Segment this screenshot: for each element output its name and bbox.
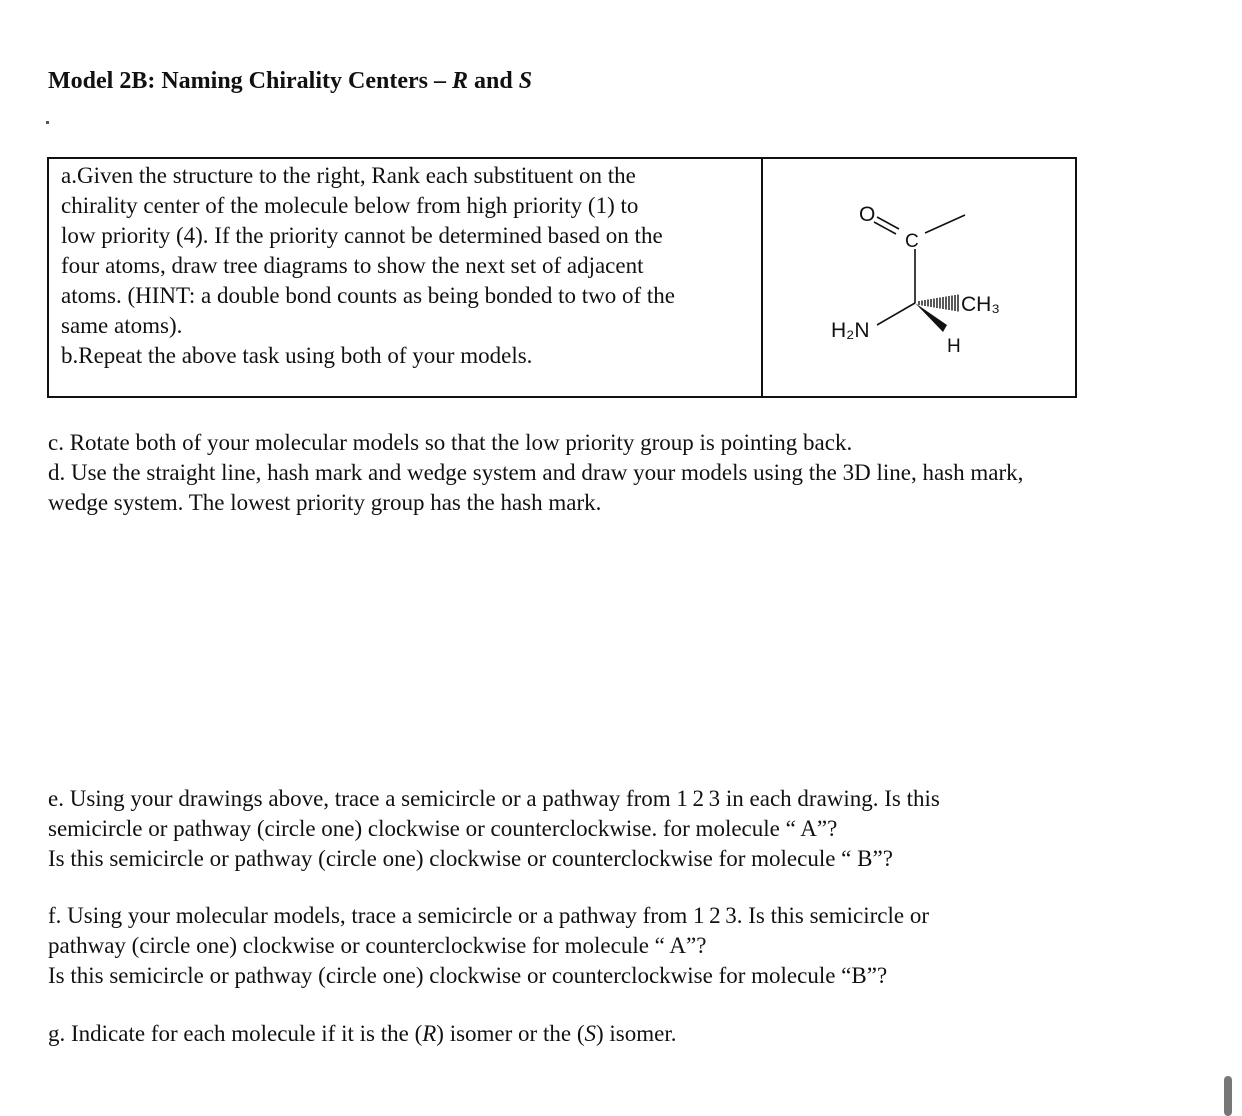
question-a-line-4: four atoms, draw tree diagrams to show the next set of adjacent — [61, 253, 644, 278]
atom-ch3: CH₃ — [961, 293, 1000, 316]
question-a-line-2: chirality center of the molecule below from high priority (1) to — [61, 193, 639, 218]
question-g-text — [48, 1019, 676, 1049]
question-box — [47, 157, 1077, 398]
bond-co-2 — [874, 222, 896, 234]
question-d-line-1: d. Use the straight line, hash mark and wedge system and draw your models using the 3D line, hash mark, — [48, 460, 1024, 485]
title-prefix: Model 2B: Naming Chirality Centers – — [48, 68, 452, 94]
hash-bond-ch3 — [919, 295, 958, 312]
atom-n: H₂N — [831, 319, 870, 342]
atom-h: H — [947, 336, 961, 357]
question-ab-text — [61, 161, 761, 371]
wedge-bond-h — [915, 303, 947, 332]
bond-c-methyl — [925, 215, 965, 233]
g-s: S — [584, 1021, 596, 1046]
page-title — [48, 68, 532, 95]
g-r: R — [422, 1021, 437, 1046]
question-a-line-6: same atoms). — [61, 313, 183, 338]
question-e-line-2: semicircle or pathway (circle one) clockwise or counterclockwise. for molecule “ A”? — [48, 816, 838, 841]
question-g — [48, 1019, 676, 1049]
box-divider — [761, 159, 763, 396]
question-f-line-2: pathway (circle one) clockwise or counterclockwise for molecule “ A”? — [48, 933, 707, 958]
title-and: and — [467, 68, 519, 94]
title-r: R — [451, 68, 468, 94]
g-mid: ) isomer or the ( — [436, 1021, 585, 1046]
atom-o: O — [859, 203, 876, 226]
question-e — [48, 784, 940, 874]
question-f-line-1: f. Using your molecular models, trace a semicircle or a pathway from 1 2 3. Is this semicircle or — [48, 903, 930, 928]
molecule-structure — [779, 175, 1069, 385]
question-f-line-3: Is this semicircle or pathway (circle one) clockwise or counterclockwise for molecule “B”? — [48, 963, 888, 988]
question-c: c. Rotate both of your molecular models so that the low priority group is pointing back. — [48, 430, 853, 455]
question-cd — [48, 428, 1023, 518]
question-a-line-1: a.Given the structure to the right, Rank each substituent on the — [61, 163, 636, 188]
g-suffix: ) isomer. — [595, 1021, 677, 1046]
bond-center-n — [877, 303, 915, 325]
title-s: S — [518, 68, 533, 94]
question-f — [48, 901, 929, 991]
question-b: b.Repeat the above task using both of your models. — [61, 343, 533, 368]
stray-mark — [46, 121, 49, 124]
bond-co-1 — [877, 217, 899, 229]
question-a-line-5: atoms. (HINT: a double bond counts as being bonded to two of the — [61, 283, 675, 308]
question-d-line-2: wedge system. The lowest priority group has the hash mark. — [48, 490, 602, 515]
question-a-line-3: low priority (4). If the priority cannot be determined based on the — [61, 223, 663, 248]
question-e-line-1: e. Using your drawings above, trace a semicircle or a pathway from 1 2 3 in each drawing. Is this — [48, 786, 940, 811]
scrollbar[interactable] — [1224, 1076, 1232, 1116]
g-prefix: g. Indicate for each molecule if it is the ( — [48, 1021, 423, 1046]
question-e-line-3: Is this semicircle or pathway (circle one) clockwise or counterclockwise for molecule “ B”? — [48, 846, 893, 871]
atom-c: C — [905, 231, 919, 252]
